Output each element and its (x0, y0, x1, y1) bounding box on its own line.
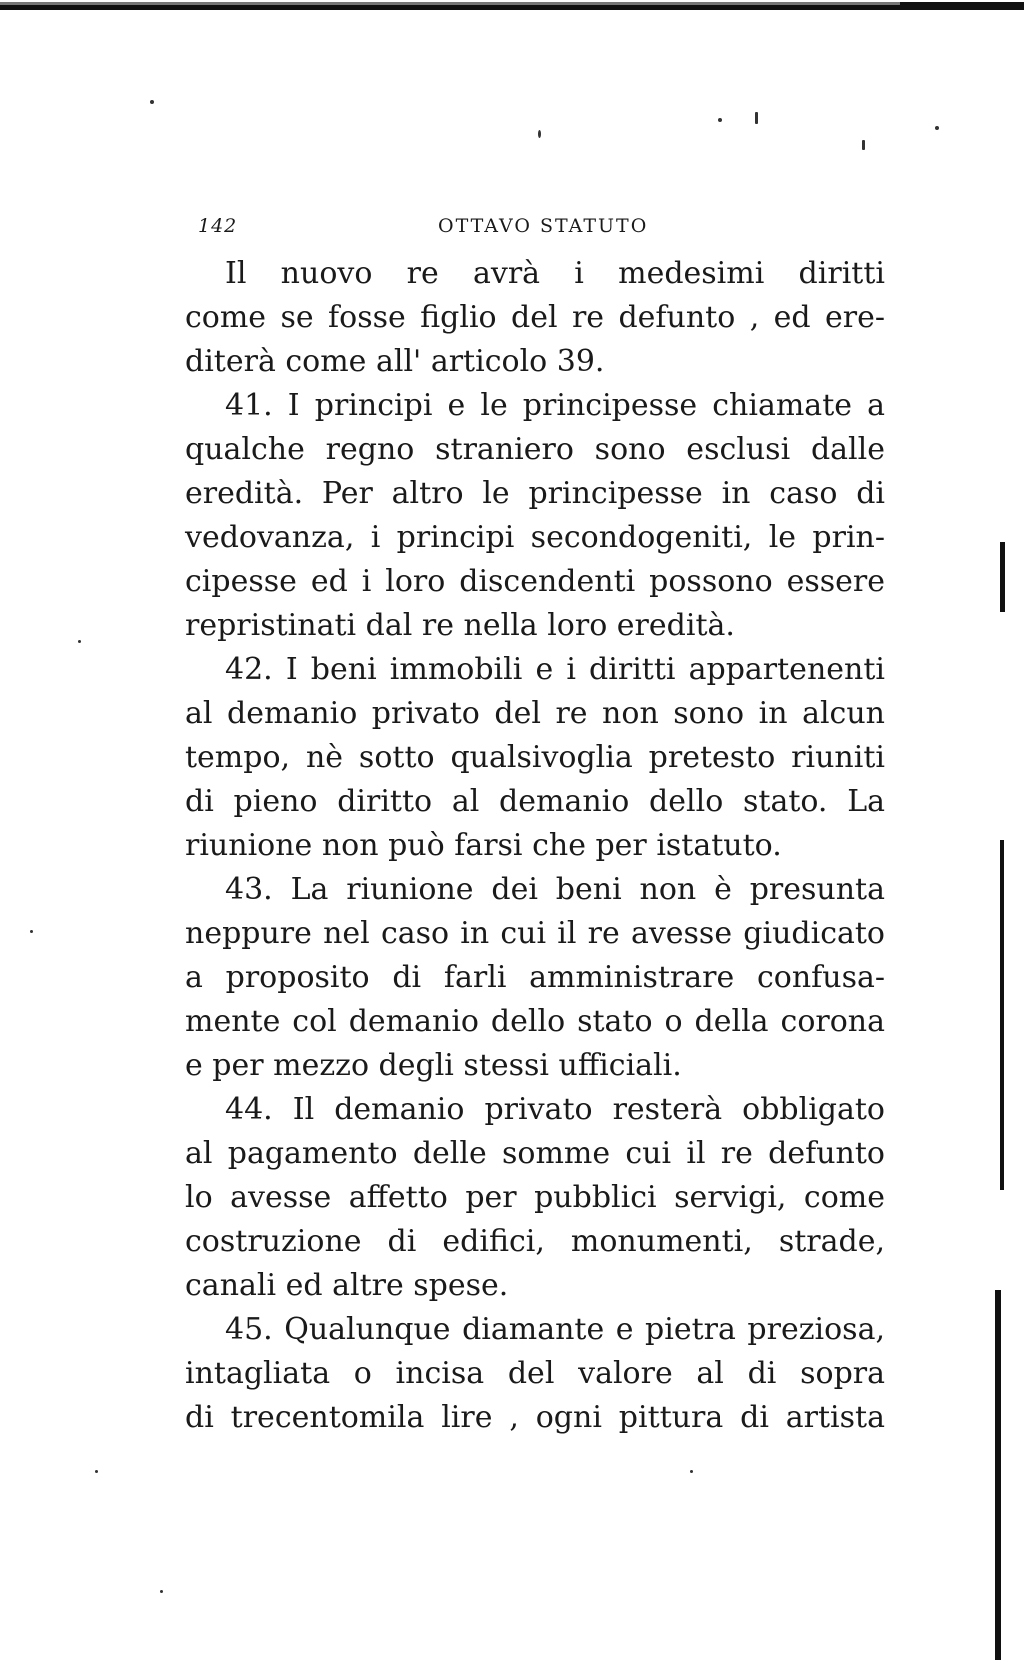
text-line: cipesse ed i loro discendenti possono essere (185, 564, 885, 599)
text-line: tempo, nè sotto qualsivoglia pretesto riuniti (185, 740, 885, 775)
body-text (185, 252, 885, 1440)
scan-speck (538, 130, 541, 138)
running-title: OTTAVO STATUTO (438, 215, 649, 237)
article-45-start: 45. Qualunque diamante e pietra preziosa, (225, 1312, 885, 1347)
scan-speck (718, 118, 722, 122)
text-line: costruzione di edifici, monumenti, strade, (185, 1224, 885, 1259)
text-line: al pagamento delle somme cui il re defunto (185, 1136, 885, 1171)
text-line: Il nuovo re avrà i medesimi diritti (225, 256, 885, 291)
scan-speck (690, 1470, 693, 1473)
article-43-start: 43. La riunione dei beni non è presunta (225, 872, 885, 907)
scan-top-border (0, 0, 1024, 14)
text-line: al demanio privato del re non sono in alcun (185, 696, 885, 731)
text-line: intagliata o incisa del valore al di sopra (185, 1356, 885, 1391)
text-line: mente col demanio dello stato o della corona (185, 1004, 885, 1039)
scan-speck (95, 1470, 98, 1473)
text-line: di trecentomila lire , ogni pittura di artista (185, 1400, 885, 1435)
text-line: canali ed altre spese. (185, 1268, 509, 1303)
scan-speck (160, 1590, 163, 1593)
text-line: come se fosse figlio del re defunto , ed ere- (185, 300, 885, 335)
page-number: 142 (198, 215, 238, 237)
scan-speck (755, 112, 758, 124)
text-line: e per mezzo degli stessi ufficiali. (185, 1048, 682, 1083)
scan-speck (150, 100, 154, 104)
scan-margin-mark (1000, 840, 1004, 1190)
text-line: riunione non può farsi che per istatuto. (185, 828, 782, 863)
scan-speck (78, 640, 81, 643)
scan-margin-mark (1000, 542, 1005, 612)
scan-speck (862, 140, 865, 150)
article-44-start: 44. Il demanio privato resterà obbligato (225, 1092, 885, 1127)
scan-speck (30, 930, 33, 933)
text-line: repristinati dal re nella loro eredità. (185, 608, 735, 643)
scan-speck (935, 126, 939, 130)
text-line: qualche regno straniero sono esclusi dalle (185, 432, 885, 467)
text-line: vedovanza, i principi secondogeniti, le prin- (185, 520, 885, 555)
article-42-start: 42. I beni immobili e i diritti appartenenti (225, 652, 885, 687)
scan-top-border-light (0, 2, 900, 5)
text-line: diterà come all' articolo 39. (185, 344, 605, 379)
text-line: lo avesse affetto per pubblici servigi, come (185, 1180, 885, 1215)
text-line: eredità. Per altro le principesse in caso di (185, 476, 885, 511)
text-line: a proposito di farli amministrare confusa- (185, 960, 885, 995)
running-head (0, 215, 1024, 245)
text-line: neppure nel caso in cui il re avesse giudicato (185, 916, 885, 951)
scan-margin-mark (995, 1290, 1001, 1660)
article-41-start: 41. I principi e le principesse chiamate a (225, 388, 885, 423)
text-line: di pieno diritto al demanio dello stato. La (185, 784, 885, 819)
